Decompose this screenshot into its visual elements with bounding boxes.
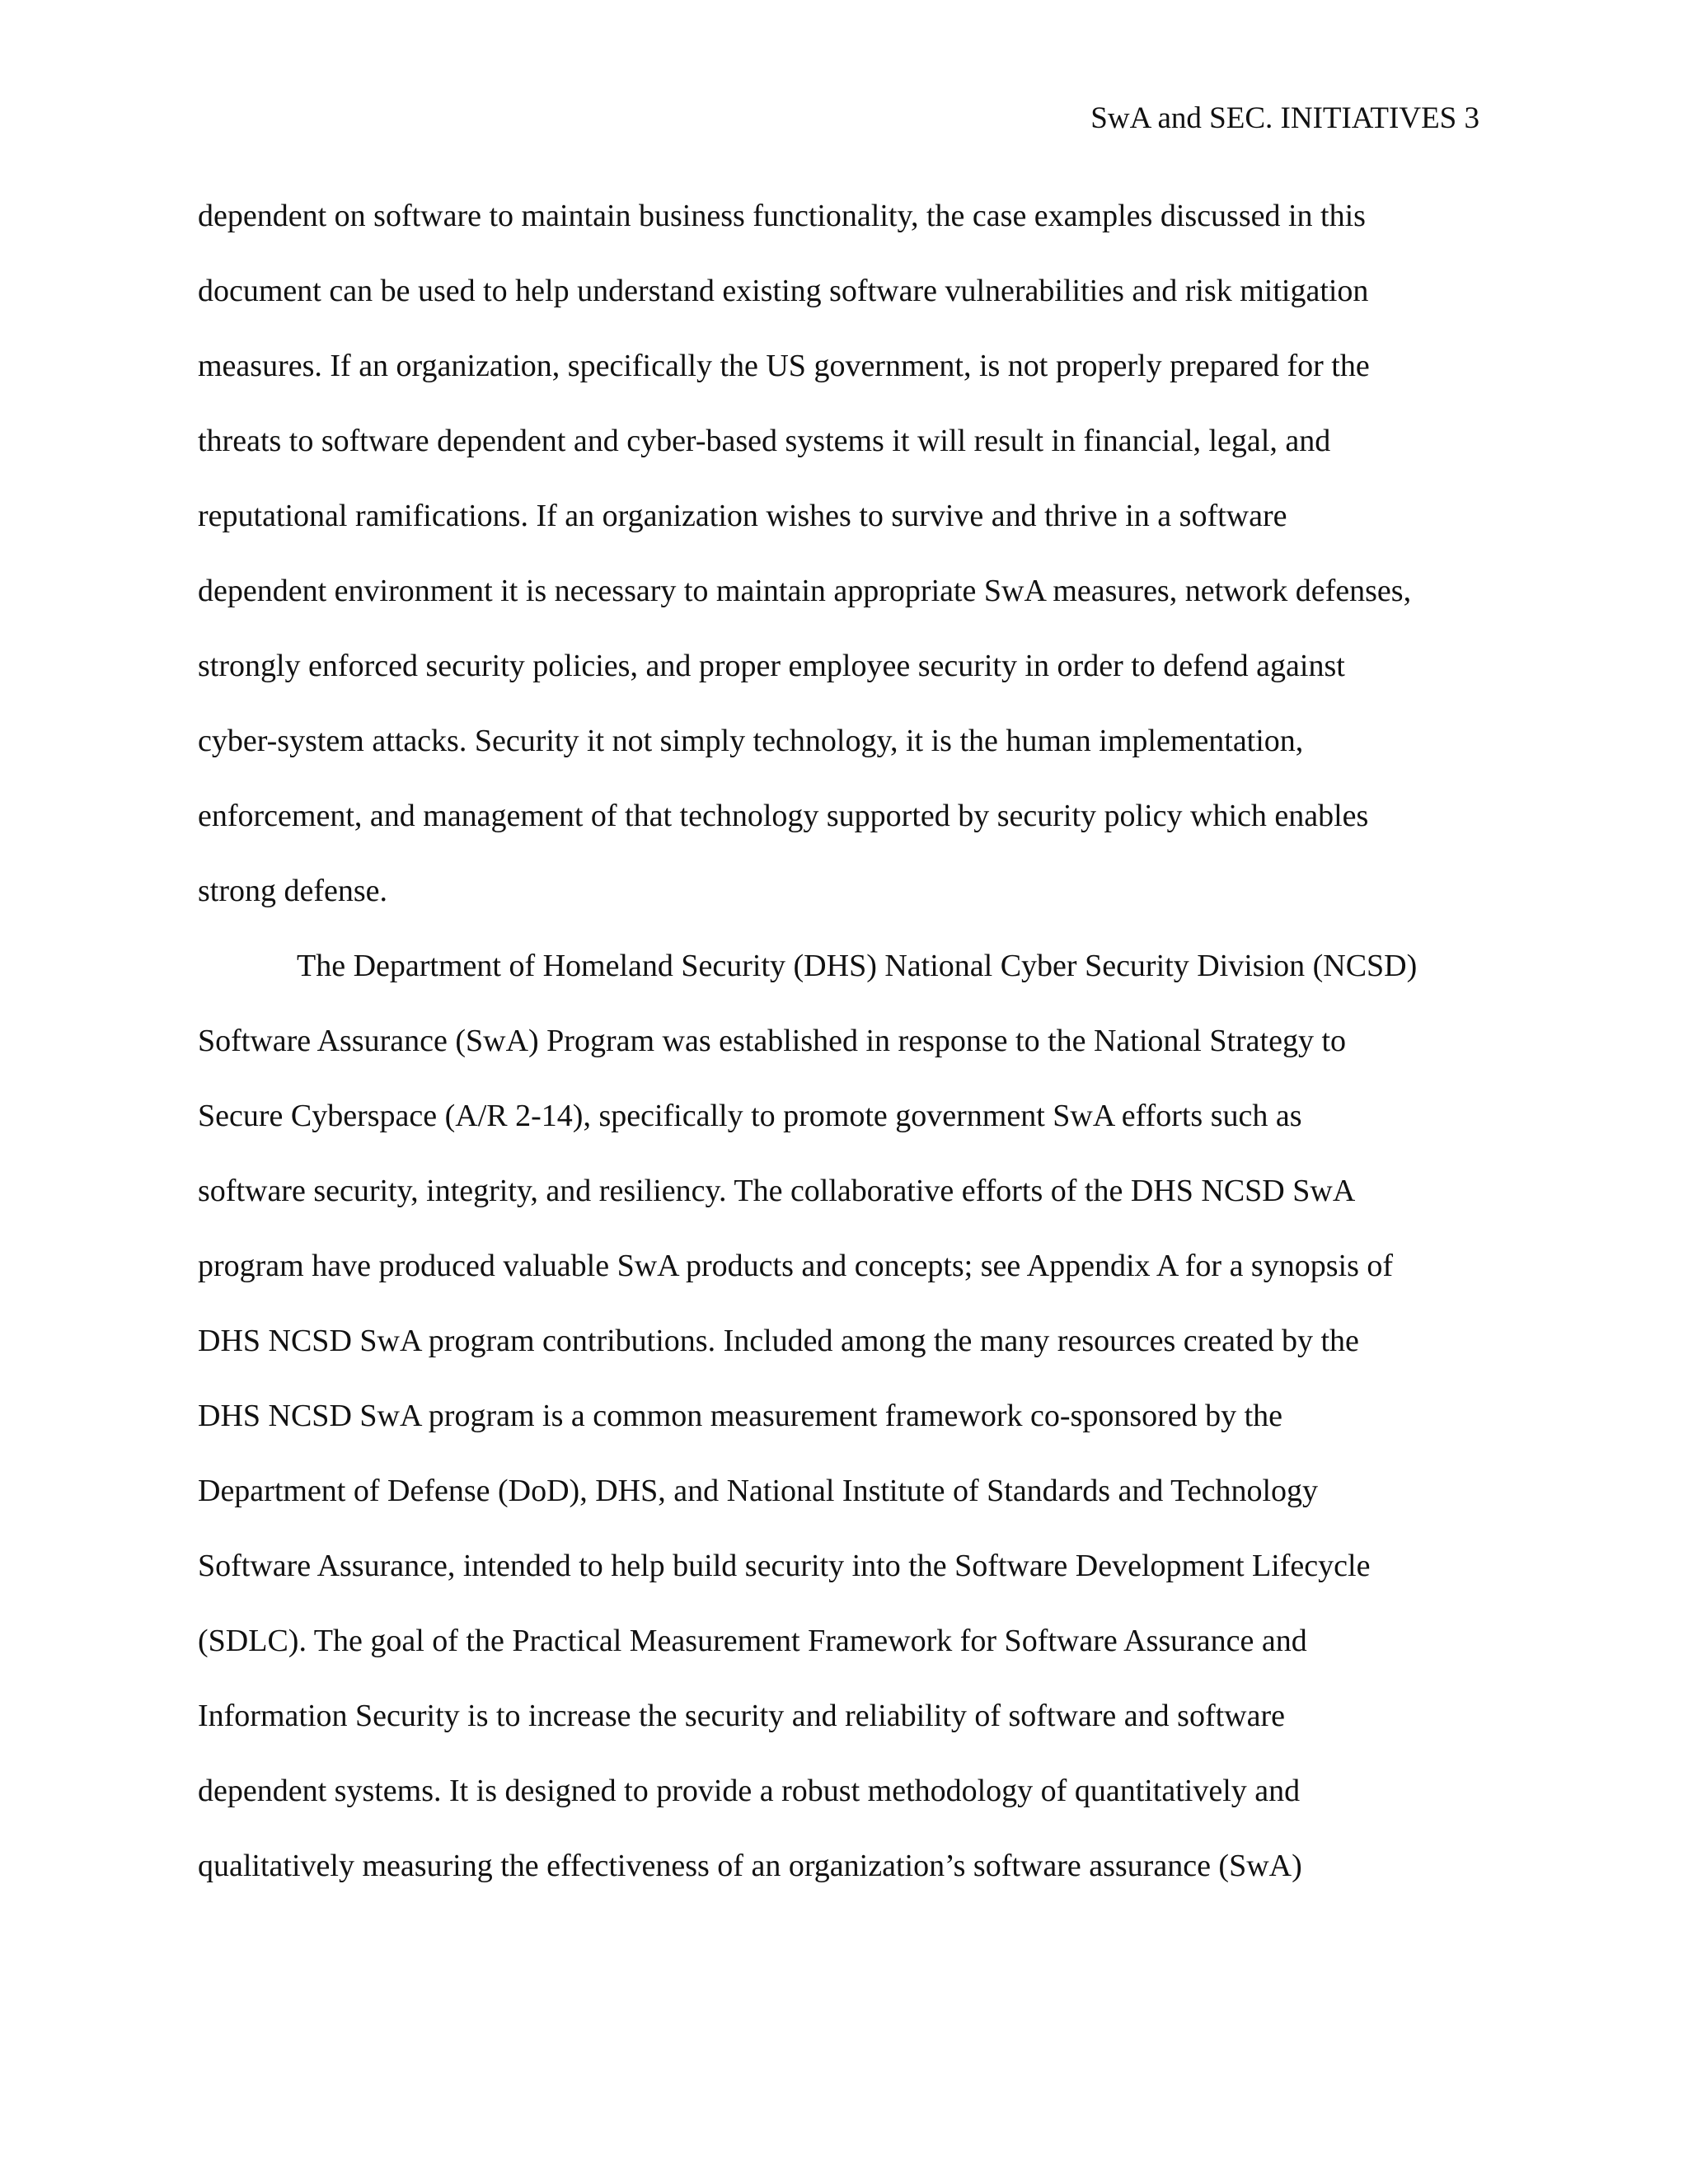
paragraph-1-line: enforcement, and management of that technology supported by security policy which enables	[198, 799, 1369, 833]
paragraph-1-line: measures. If an organization, specifically the US government, is not properly prepared for the	[198, 349, 1370, 383]
paragraph-1-line: reputational ramifications. If an organization wishes to survive and thrive in a software	[198, 499, 1287, 533]
paragraph-1-line: strong defense.	[198, 874, 388, 908]
paragraph-1-line: threats to software dependent and cyber-based systems it will result in financial, legal, and	[198, 424, 1331, 458]
paragraph-1-line: document can be used to help understand existing software vulnerabilities and risk mitigation	[198, 274, 1369, 308]
paragraph-1-line: strongly enforced security policies, and proper employee security in order to defend against	[198, 649, 1345, 683]
paragraph-1-line: dependent environment it is necessary to maintain appropriate SwA measures, network defenses,	[198, 574, 1412, 608]
paragraph-2-line: Secure Cyberspace (A/R 2-14), specifically to promote government SwA efforts such as	[198, 1099, 1302, 1133]
paragraph-2-line: Software Assurance (SwA) Program was established in response to the National Strategy to	[198, 1024, 1347, 1058]
paragraph-2-line: DHS NCSD SwA program contributions. Included among the many resources created by the	[198, 1324, 1359, 1358]
paragraph-2-line: program have produced valuable SwA products and concepts; see Appendix A for a synopsis of	[198, 1249, 1394, 1283]
paragraph-2-line: The Department of Homeland Security (DHS) National Cyber Security Division (NCSD)	[297, 949, 1418, 983]
paragraph-2-line: DHS NCSD SwA program is a common measurement framework co-sponsored by the	[198, 1399, 1283, 1433]
paragraph-1-line: dependent on software to maintain business functionality, the case examples discussed in this	[198, 199, 1366, 233]
paragraph-2-line: Software Assurance, intended to help build security into the Software Development Lifecycle	[198, 1549, 1371, 1583]
paragraph-2-line: Information Security is to increase the security and reliability of software and software	[198, 1699, 1285, 1733]
paragraph-2-line: qualitatively measuring the effectiveness of an organization’s software assurance (SwA)	[198, 1849, 1302, 1883]
paragraph-2-line: Department of Defense (DoD), DHS, and National Institute of Standards and Technology	[198, 1474, 1319, 1508]
paragraph-2-line: dependent systems. It is designed to provide a robust methodology of quantitatively and	[198, 1774, 1301, 1808]
paragraph-2-line: software security, integrity, and resiliency. The collaborative efforts of the DHS NCSD SwA	[198, 1174, 1356, 1208]
paragraph-2-line: (SDLC). The goal of the Practical Measurement Framework for Software Assurance and	[198, 1624, 1307, 1658]
paragraph-1-line: cyber-system attacks. Security it not simply technology, it is the human implementation,	[198, 724, 1304, 758]
running-head: SwA and SEC. INITIATIVES 3	[1090, 101, 1479, 135]
